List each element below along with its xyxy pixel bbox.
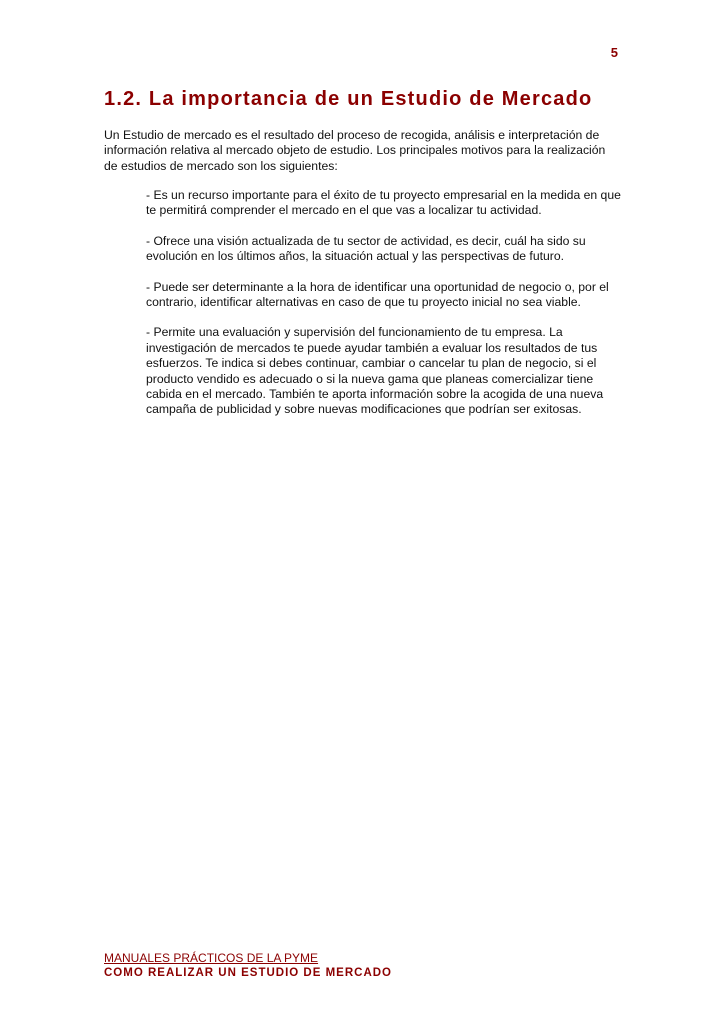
section-title: 1.2. La importancia de un Estudio de Mercado (104, 88, 593, 110)
reasons-list (146, 188, 624, 433)
page-footer (104, 951, 392, 981)
footer-document-title: COMO REALIZAR UN ESTUDIO DE MERCADO (104, 967, 392, 979)
reason-item: - Ofrece una visión actualizada de tu sector de actividad, es decir, cuál ha sido su evolución en los últimos años, la situación actual y las perspectivas de futuro. (146, 233, 586, 264)
reason-item: - Es un recurso importante para el éxito de tu proyecto empresarial en la medida en que te permitirá comprender el mercado en el que vas a localizar tu actividad. (146, 188, 621, 218)
reason-item: - Puede ser determinante a la hora de identificar una oportunidad de negocio o, por el contrario, identificar alternativas en caso de que tu proyecto inicial no sea viable. (146, 279, 609, 310)
reason-item: - Permite una evaluación y supervisión del funcionamiento de tu empresa. La investigación de mercados te puede ayudar también a evaluar los resultados de tus esfuerzos. Te indica si debes continuar, cambiar o cancelar tu plan de negocio, si el producto vendido es adecuado o si la nueva gama que planeas comercializar tiene cabida en el mercado. También te aporta información sobre la acogida de una nueva campaña de publicidad y sobre nuevas modificaciones que podrían ser exitosas. (146, 325, 604, 417)
intro-paragraph: Un Estudio de mercado es el resultado del proceso de recogida, análisis e interpretación de información relativa al mercado objeto de estudio. Los principales motivos para la realización de estudios de mercado son los siguientes: (104, 128, 606, 173)
footer-series-title: MANUALES PRÁCTICOS DE LA PYME (104, 951, 319, 965)
page-number: 5 (610, 45, 618, 60)
